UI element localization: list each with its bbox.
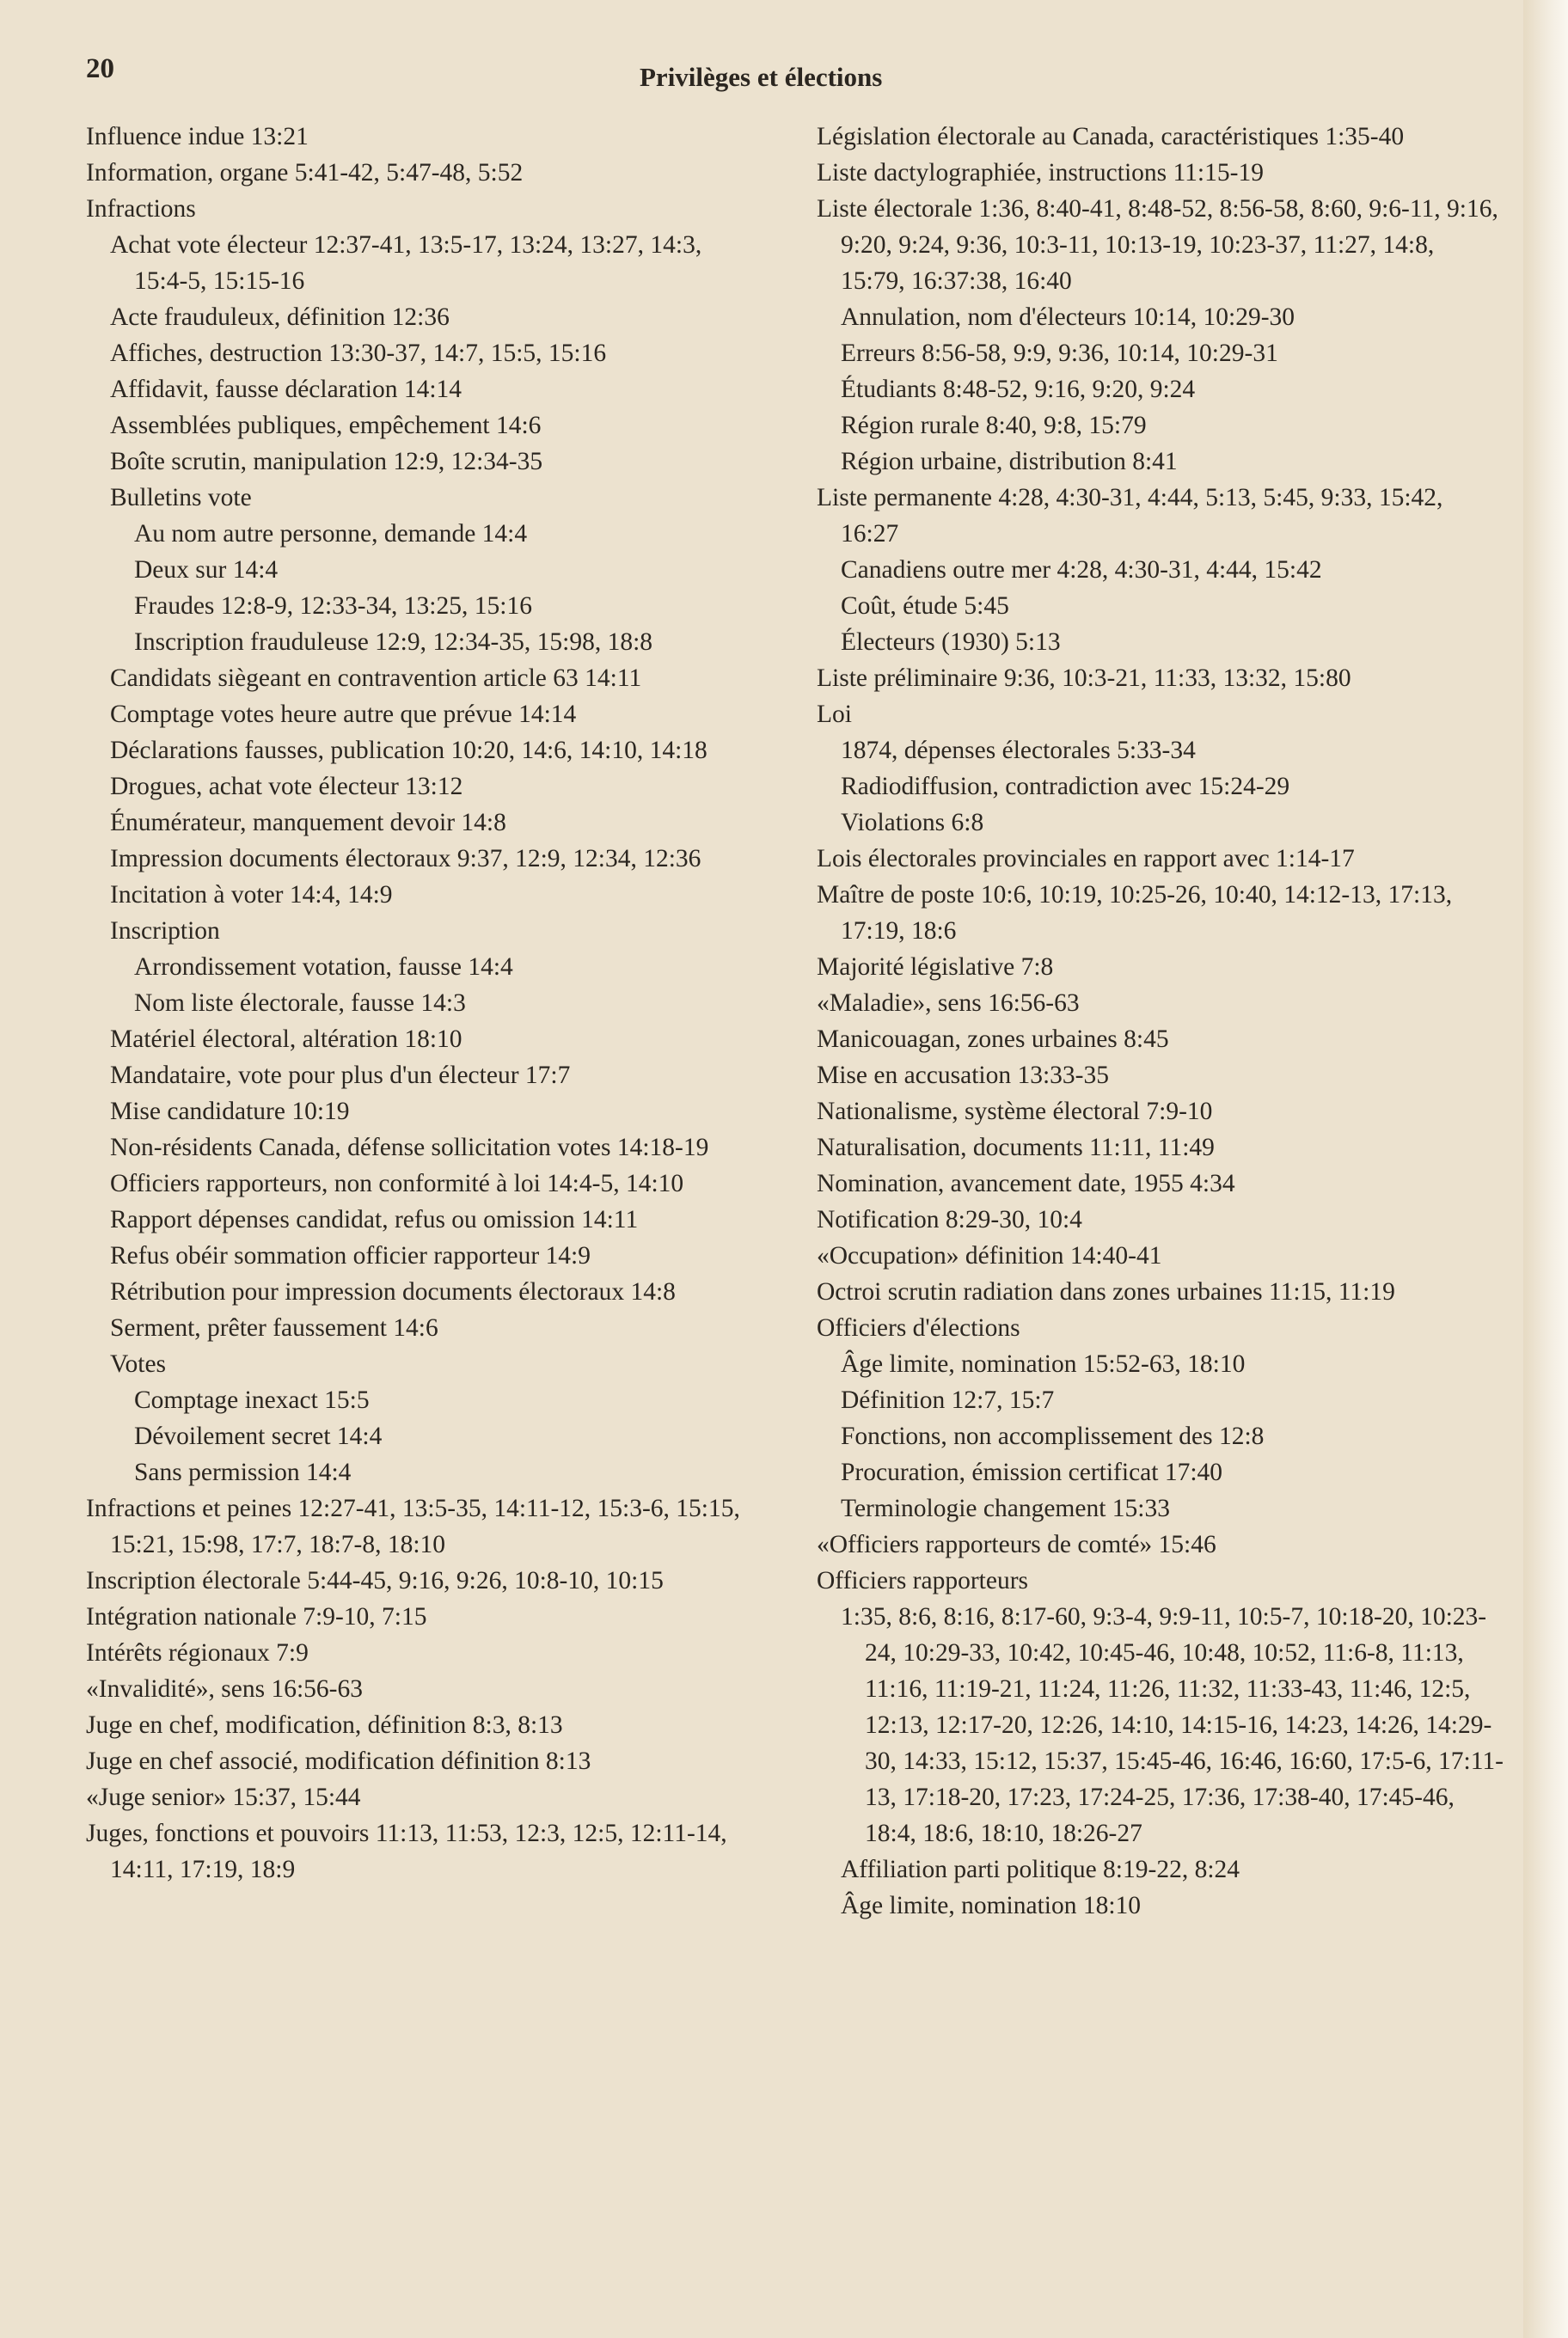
index-entry: Drogues, achat vote électeur 13:12: [110, 773, 463, 800]
index-entry: Matériel électoral, altération 18:10: [110, 1025, 462, 1053]
index-entry: Sans permission 14:4: [134, 1459, 352, 1486]
index-entry: Procuration, émission certificat 17:40: [841, 1459, 1223, 1486]
index-entry: Inscription frauduleuse 12:9, 12:34-35, 15:98, 18:8: [134, 628, 653, 656]
index-entry: Information, organe 5:41-42, 5:47-48, 5:52: [86, 159, 524, 187]
index-entry: Dévoilement secret 14:4: [134, 1423, 383, 1450]
index-entry: Nomination, avancement date, 1955 4:34: [817, 1170, 1235, 1197]
index-entry: Région urbaine, distribution 8:41: [841, 448, 1178, 475]
index-entry: Au nom autre personne, demande 14:4: [134, 520, 528, 548]
index-entry: Serment, prêter faussement 14:6: [110, 1314, 438, 1342]
index-entry: Inscription électorale 5:44-45, 9:16, 9:26, 10:8-10, 10:15: [86, 1567, 664, 1594]
index-column-right: [817, 119, 1504, 1924]
index-entry: Fonctions, non accomplissement des 12:8: [841, 1423, 1265, 1450]
index-entry: Candidats siègeant en contravention article 63 14:11: [110, 664, 642, 692]
index-entry: Électeurs (1930) 5:13: [841, 628, 1061, 656]
index-entry: «Officiers rapporteurs de comté» 15:46: [817, 1531, 1216, 1558]
index-entry: Votes: [110, 1350, 167, 1378]
index-entry: Affidavit, fausse déclaration 14:14: [110, 376, 462, 403]
index-entry: Région rurale 8:40, 9:8, 15:79: [841, 412, 1147, 439]
index-entry: Comptage votes heure autre que prévue 14:14: [110, 701, 577, 728]
index-entry: Terminologie changement 15:33: [841, 1495, 1170, 1522]
index-entry: Infractions: [86, 195, 196, 223]
index-entry: Coût, étude 5:45: [841, 592, 1009, 620]
index-entry: Majorité législative 7:8: [817, 953, 1054, 981]
index-entry: Non-résidents Canada, défense sollicitation votes 14:18-19: [110, 1134, 709, 1161]
index-entry: Achat vote électeur 12:37-41, 13:5-17, 13:24, 13:27, 14:3, 15:4-5, 15:15-16: [110, 231, 702, 295]
index-entry: Rapport dépenses candidat, refus ou omission 14:11: [110, 1206, 639, 1233]
index-entry: Intérêts régionaux 7:9: [86, 1639, 309, 1667]
index-entry: Âge limite, nomination 18:10: [841, 1892, 1142, 1919]
index-entry: Impression documents électoraux 9:37, 12:9, 12:34, 12:36: [110, 845, 701, 872]
index-entry: Nationalisme, système électoral 7:9-10: [817, 1098, 1213, 1125]
index-entry: Officiers rapporteurs, non conformité à loi 14:4-5, 14:10: [110, 1170, 684, 1197]
index-entry: Liste électorale 1:36, 8:40-41, 8:48-52, 8:56-58, 8:60, 9:6-11, 9:16, 9:20, 9:24, 9:36, 10:3-11, 10:13-19, 10:23-37, 11:27, 14:8, 15:79, 16:37:38, 16:40: [817, 195, 1498, 295]
page-number: 20: [86, 53, 114, 84]
index-entry: Octroi scrutin radiation dans zones urbaines 11:15, 11:19: [817, 1278, 1395, 1306]
index-entry: Canadiens outre mer 4:28, 4:30-31, 4:44, 15:42: [841, 556, 1322, 584]
index-entry: Comptage inexact 15:5: [134, 1386, 370, 1414]
index-entry: Mise en accusation 13:33-35: [817, 1062, 1109, 1089]
index-entry: Bulletins vote: [110, 484, 252, 511]
index-entry: Maître de poste 10:6, 10:19, 10:25-26, 10:40, 14:12-13, 17:13, 17:19, 18:6: [817, 881, 1453, 945]
index-entry: Juges, fonctions et pouvoirs 11:13, 11:53, 12:3, 12:5, 12:11-14, 14:11, 17:19, 18:9: [86, 1820, 727, 1883]
index-entry: Législation électorale au Canada, caractéristiques 1:35-40: [817, 123, 1405, 150]
page-edge: [1523, 0, 1568, 2338]
index-entry: Juge en chef, modification, définition 8:3, 8:13: [86, 1711, 563, 1739]
index-entry: Énumérateur, manquement devoir 14:8: [110, 809, 506, 836]
index-entry: Boîte scrutin, manipulation 12:9, 12:34-35: [110, 448, 543, 475]
index-entry: Affiliation parti politique 8:19-22, 8:24: [841, 1856, 1240, 1883]
index-entry: Étudiants 8:48-52, 9:16, 9:20, 9:24: [841, 376, 1196, 403]
index-entry: Liste préliminaire 9:36, 10:3-21, 11:33, 13:32, 15:80: [817, 664, 1351, 692]
index-entry: Annulation, nom d'électeurs 10:14, 10:29-30: [841, 303, 1295, 331]
index-entry: Affiches, destruction 13:30-37, 14:7, 15:5, 15:16: [110, 340, 607, 367]
index-entry: Juge en chef associé, modification définition 8:13: [86, 1747, 591, 1775]
index-entry: «Invalidité», sens 16:56-63: [86, 1675, 363, 1703]
index-entry: Violations 6:8: [841, 809, 984, 836]
index-entry: Refus obéir sommation officier rapporteur 14:9: [110, 1242, 591, 1270]
index-column-left: [86, 119, 756, 1888]
index-entry: Mise candidature 10:19: [110, 1098, 350, 1125]
index-entry: Loi: [817, 701, 852, 728]
index-entry: Mandataire, vote pour plus d'un électeur 17:7: [110, 1062, 571, 1089]
index-entry: Deux sur 14:4: [134, 556, 279, 584]
index-entry: Infractions et peines 12:27-41, 13:5-35, 14:11-12, 15:3-6, 15:15, 15:21, 15:98, 17:7, 18:7-8, 18:10: [86, 1495, 740, 1558]
index-entry: 1:35, 8:6, 8:16, 8:17-60, 9:3-4, 9:9-11, 10:5-7, 10:18-20, 10:23-24, 10:29-33, 10:42, 10:45-46, 10:48, 10:52, 11:6-8, 11:13, 11:16, 11:19-21, 11:24, 11:26, 11:32, 11:33-43, 11:46, 12:5, 12:13, 12:17-20, 12:26, 14:10, 14:15-16, 14:23, 14:26, 14:29-30, 14:33, 15:12, 15:37, 15:45-46, 16:46, 16:60, 17:5-6, 17:11-13, 17:18-20, 17:23, 17:24-25, 17:36, 17:38-40, 17:45-46, 18:4, 18:6, 18:10, 18:26-27: [841, 1603, 1504, 1847]
index-entry: Officiers rapporteurs: [817, 1567, 1029, 1594]
index-entry: 1874, dépenses électorales 5:33-34: [841, 737, 1196, 764]
index-entry: Rétribution pour impression documents électoraux 14:8: [110, 1278, 676, 1306]
index-entry: Lois électorales provinciales en rapport avec 1:14-17: [817, 845, 1355, 872]
index-entry: Liste dactylographiée, instructions 11:15-19: [817, 159, 1264, 187]
index-entry: Fraudes 12:8-9, 12:33-34, 13:25, 15:16: [134, 592, 532, 620]
index-entry: Influence indue 13:21: [86, 123, 309, 150]
index-entry: Manicouagan, zones urbaines 8:45: [817, 1025, 1169, 1053]
index-entry: «Maladie», sens 16:56-63: [817, 989, 1080, 1017]
index-entry: Inscription: [110, 917, 220, 945]
index-entry: Notification 8:29-30, 10:4: [817, 1206, 1082, 1233]
index-entry: Liste permanente 4:28, 4:30-31, 4:44, 5:13, 5:45, 9:33, 15:42, 16:27: [817, 484, 1443, 548]
index-entry: «Juge senior» 15:37, 15:44: [86, 1784, 361, 1811]
index-entry: Radiodiffusion, contradiction avec 15:24-29: [841, 773, 1290, 800]
index-entry: Âge limite, nomination 15:52-63, 18:10: [841, 1350, 1246, 1378]
index-entry: Déclarations fausses, publication 10:20, 14:6, 14:10, 14:18: [110, 737, 707, 764]
index-entry: Assemblées publiques, empêchement 14:6: [110, 412, 542, 439]
index-entry: Acte frauduleux, définition 12:36: [110, 303, 450, 331]
index-entry: Définition 12:7, 15:7: [841, 1386, 1055, 1414]
index-entry: «Occupation» définition 14:40-41: [817, 1242, 1162, 1270]
index-entry: Intégration nationale 7:9-10, 7:15: [86, 1603, 427, 1631]
index-entry: Erreurs 8:56-58, 9:9, 9:36, 10:14, 10:29-31: [841, 340, 1278, 367]
running-title: Privilèges et élections: [640, 62, 883, 92]
index-entry: Incitation à voter 14:4, 14:9: [110, 881, 393, 909]
index-entry: Arrondissement votation, fausse 14:4: [134, 953, 513, 981]
index-entry: Naturalisation, documents 11:11, 11:49: [817, 1134, 1215, 1161]
index-entry: Officiers d'élections: [817, 1314, 1020, 1342]
index-entry: Nom liste électorale, fausse 14:3: [134, 989, 466, 1017]
